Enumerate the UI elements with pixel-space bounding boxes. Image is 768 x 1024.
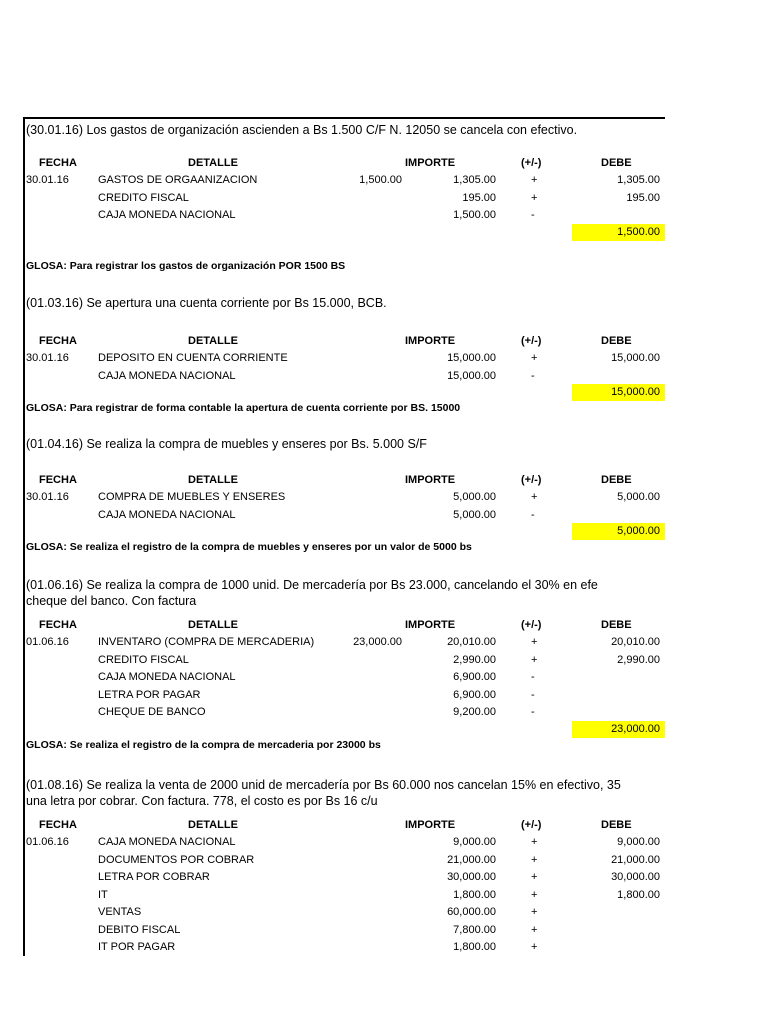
cell-importe: 1,800.00: [453, 888, 496, 901]
table-row: [25, 652, 665, 669]
total-cell: [572, 721, 665, 738]
cell-debe: 1,305.00: [617, 174, 660, 186]
cell-signo: +: [531, 191, 538, 204]
cell-signo: +: [531, 352, 538, 364]
column-header-row: [25, 333, 665, 350]
cell-importe: 5,000.00: [453, 491, 496, 503]
cell-importe: 30,000.00: [447, 871, 496, 883]
table-row: [25, 190, 665, 207]
total-cell: [572, 523, 665, 540]
cell-signo: +: [531, 923, 538, 936]
table-row: [25, 852, 665, 869]
entry-description: [26, 436, 665, 452]
table-row: [25, 669, 665, 686]
cell-importe: 1,500.00: [453, 209, 496, 221]
cell-signo: +: [531, 941, 538, 953]
header-debe: DEBE: [601, 157, 632, 169]
column-header-row: [25, 155, 665, 172]
header-detalle: DETALLE: [188, 619, 238, 631]
table-row: [25, 489, 665, 506]
header-importe: IMPORTE: [405, 335, 456, 347]
column-header-row: [25, 472, 665, 489]
cell-debe: 2,990.00: [617, 653, 660, 666]
cell-debe: 20,010.00: [611, 636, 660, 648]
cell-fecha: 01.06.16: [26, 636, 69, 648]
header-signo: (+/-): [521, 335, 542, 347]
cell-importe: 9,000.00: [453, 836, 496, 848]
cell-signo: +: [531, 491, 538, 503]
cell-debe: 1,800.00: [617, 888, 660, 901]
column-header-row: [25, 817, 665, 834]
cell-detalle: CREDITO FISCAL: [98, 191, 189, 204]
table-row: [25, 350, 665, 367]
cell-importe: 195.00: [462, 191, 496, 204]
table-row: [25, 869, 665, 886]
header-debe: DEBE: [601, 619, 632, 631]
header-signo: (+/-): [521, 157, 542, 169]
cell-importe: 7,800.00: [453, 923, 496, 936]
cell-detalle: CAJA MONEDA NACIONAL: [98, 209, 236, 221]
cell-importe: 20,010.00: [447, 636, 496, 648]
header-debe: DEBE: [601, 819, 632, 831]
entry-description: [26, 295, 665, 311]
cell-detalle: INVENTARO (COMPRA DE MERCADERIA): [98, 636, 315, 648]
cell-detalle: CHEQUE DE BANCO: [98, 706, 206, 718]
table-row: [25, 507, 665, 524]
cell-detalle: CAJA MONEDA NACIONAL: [98, 671, 236, 683]
table-row: [25, 207, 665, 224]
total-value: 23,000.00: [611, 723, 660, 735]
table-row: [25, 634, 665, 651]
cell-detalle: GASTOS DE ORGAANIZACION: [98, 174, 258, 186]
cell-signo: +: [531, 653, 538, 666]
cell-detalle: DEPOSITO EN CUENTA CORRIENTE: [98, 352, 288, 364]
total-cell: [572, 384, 665, 401]
cell-importe: 1,800.00: [453, 941, 496, 953]
cell-detalle: IT: [98, 888, 108, 901]
table-row: [25, 939, 665, 956]
cell-importe: 9,200.00: [453, 706, 496, 718]
entry-description: [26, 577, 665, 609]
description-line: (30.01.16) Los gastos de organización ascienden a Bs 1.500 C/F N. 12050 se cancela con efectivo.: [26, 123, 578, 137]
cell-fecha: 01.06.16: [26, 836, 69, 848]
table-row: [25, 368, 665, 385]
cell-detalle: CAJA MONEDA NACIONAL: [98, 836, 236, 848]
description-line: (01.08.16) Se realiza la venta de 2000 unid de mercadería por Bs 60.000 nos cancelan 15% en efectivo, 35: [26, 778, 621, 792]
table-row: [25, 172, 665, 189]
cell-signo: +: [531, 174, 538, 186]
cell-detalle: VENTAS: [98, 906, 142, 918]
spreadsheet-area: [23, 117, 665, 956]
cell-signo: -: [531, 706, 535, 718]
column-header-row: [25, 617, 665, 634]
cell-detalle: DOCUMENTOS POR COBRAR: [98, 853, 255, 866]
cell-importe: 21,000.00: [447, 853, 496, 866]
cell-importe: 60,000.00: [447, 906, 496, 918]
glosa-text: GLOSA: Se realiza el registro de la compra de muebles y enseres por un valor de 5000 bs: [26, 541, 472, 553]
header-fecha: FECHA: [39, 474, 77, 486]
glosa-text: GLOSA: Se realiza el registro de la compra de mercaderia por 23000 bs: [26, 739, 381, 751]
cell-importe: 15,000.00: [447, 352, 496, 364]
header-detalle: DETALLE: [188, 819, 238, 831]
cell-debe: 15,000.00: [611, 352, 660, 364]
total-cell: [572, 224, 665, 241]
cell-detalle: CREDITO FISCAL: [98, 653, 189, 666]
cell-importe: 6,900.00: [453, 688, 496, 701]
cell-signo: +: [531, 888, 538, 901]
cell-signo: +: [531, 636, 538, 648]
cell-signo: -: [531, 209, 535, 221]
header-debe: DEBE: [601, 335, 632, 347]
header-signo: (+/-): [521, 819, 542, 831]
cell-importe: 15,000.00: [447, 369, 496, 382]
cell-importe: 1,305.00: [453, 174, 496, 186]
header-debe: DEBE: [601, 474, 632, 486]
header-detalle: DETALLE: [188, 474, 238, 486]
entry-description: [26, 122, 665, 138]
cell-signo: -: [531, 508, 535, 521]
cell-subtotal: 23,000.00: [353, 636, 402, 648]
cell-fecha: 30.01.16: [26, 491, 69, 503]
cell-fecha: 30.01.16: [26, 352, 69, 364]
description-line: una letra por cobrar. Con factura. 778, el costo es por Bs 16 c/u: [26, 794, 378, 808]
table-row: [25, 887, 665, 904]
cell-importe: 5,000.00: [453, 508, 496, 521]
header-detalle: DETALLE: [188, 335, 238, 347]
glosa-text: GLOSA: Para registrar los gastos de organización POR 1500 BS: [26, 260, 346, 272]
table-row: [25, 687, 665, 704]
description-line: (01.04.16) Se realiza la compra de muebles y enseres por Bs. 5.000 S/F: [26, 437, 427, 451]
cell-detalle: COMPRA DE MUEBLES Y ENSERES: [98, 491, 286, 503]
glosa-text: GLOSA: Para registrar de forma contable la apertura de cuenta corriente por BS. 15000: [26, 402, 461, 414]
cell-debe: 195.00: [626, 191, 660, 204]
header-importe: IMPORTE: [405, 619, 456, 631]
cell-debe: 30,000.00: [611, 871, 660, 883]
cell-signo: +: [531, 906, 538, 918]
cell-detalle: LETRA POR COBRAR: [98, 871, 210, 883]
header-signo: (+/-): [521, 619, 542, 631]
cell-detalle: LETRA POR PAGAR: [98, 688, 201, 701]
cell-signo: -: [531, 671, 535, 683]
total-value: 15,000.00: [611, 386, 660, 398]
cell-importe: 6,900.00: [453, 671, 496, 683]
description-line: (01.03.16) Se apertura una cuenta corriente por Bs 15.000, BCB.: [26, 296, 387, 310]
cell-importe: 2,990.00: [453, 653, 496, 666]
total-value: 5,000.00: [617, 525, 660, 537]
entry-description: [26, 777, 665, 809]
table-row: [25, 704, 665, 721]
header-signo: (+/-): [521, 474, 542, 486]
cell-signo: +: [531, 853, 538, 866]
table-row: [25, 904, 665, 921]
table-row: [25, 834, 665, 851]
cell-debe: 9,000.00: [617, 836, 660, 848]
cell-fecha: 30.01.16: [26, 174, 69, 186]
table-row: [25, 922, 665, 939]
header-fecha: FECHA: [39, 335, 77, 347]
cell-signo: -: [531, 369, 535, 382]
header-importe: IMPORTE: [405, 157, 456, 169]
cell-signo: +: [531, 836, 538, 848]
cell-detalle: CAJA MONEDA NACIONAL: [98, 369, 236, 382]
header-fecha: FECHA: [39, 819, 77, 831]
cell-debe: 21,000.00: [611, 853, 660, 866]
header-importe: IMPORTE: [405, 819, 456, 831]
cell-signo: +: [531, 871, 538, 883]
cell-detalle: DEBITO FISCAL: [98, 923, 181, 936]
description-line: (01.06.16) Se realiza la compra de 1000 unid. De mercadería por Bs 23.000, cancelando el 30% en efe: [26, 578, 598, 592]
total-value: 1,500.00: [617, 226, 660, 238]
cell-detalle: CAJA MONEDA NACIONAL: [98, 508, 236, 521]
cell-detalle: IT POR PAGAR: [98, 941, 176, 953]
header-fecha: FECHA: [39, 619, 77, 631]
cell-signo: -: [531, 688, 535, 701]
header-fecha: FECHA: [39, 157, 77, 169]
description-line: cheque del banco. Con factura: [26, 594, 197, 608]
cell-subtotal: 1,500.00: [359, 174, 402, 186]
cell-debe: 5,000.00: [617, 491, 660, 503]
header-detalle: DETALLE: [188, 157, 238, 169]
header-importe: IMPORTE: [405, 474, 456, 486]
